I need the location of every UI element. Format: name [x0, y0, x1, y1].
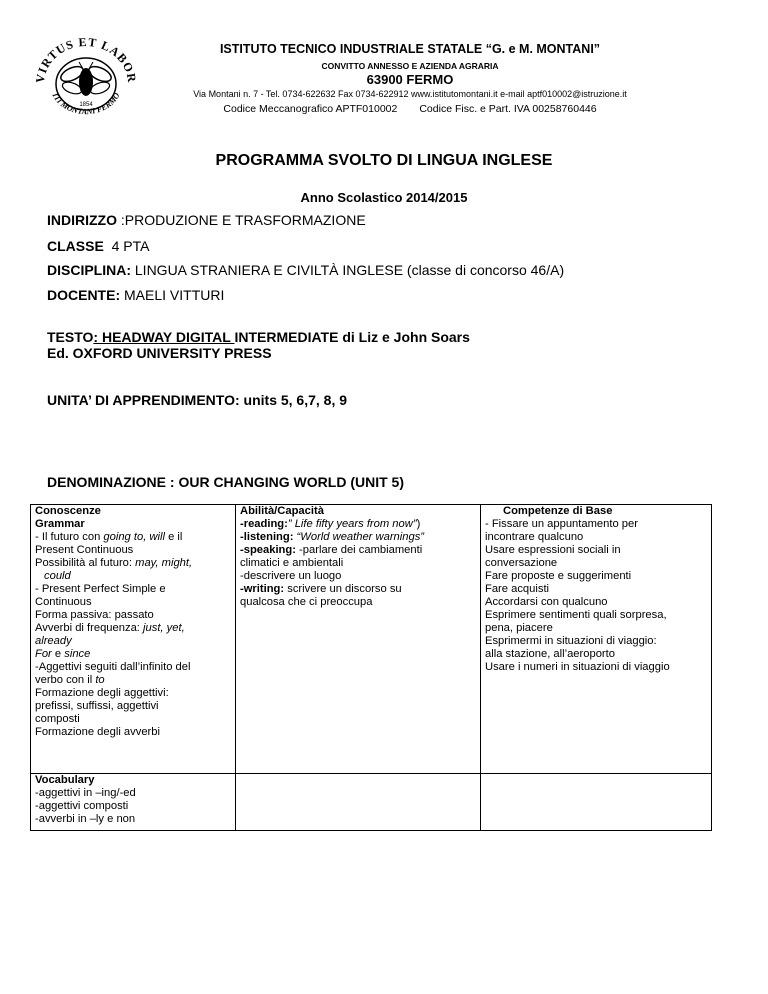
docente-label: DOCENTE:	[47, 287, 121, 303]
list-item: - Present Perfect Simple e	[35, 583, 166, 595]
seal-school-name: ITI MONTANI FERMO	[50, 91, 122, 117]
list-item: - Fissare un appuntamento per	[485, 518, 638, 530]
list-item: Avverbi di frequenza: just, yet,	[35, 622, 185, 634]
list-item: -aggettivi in –ing/-ed	[35, 787, 136, 799]
learning-units: UNITA’ DI APPRENDIMENTO: units 5, 6,7, 8, 9	[47, 392, 348, 408]
institute-codes	[140, 103, 680, 115]
list-item: -speaking: -parlare dei cambiamenti	[240, 544, 423, 556]
mechanographic-code: Codice Meccanografico APTF010002	[223, 103, 398, 115]
list-item: Continuous	[35, 596, 92, 608]
textbook-info	[47, 329, 470, 361]
classe-value: 4 PTA	[103, 238, 150, 254]
table-row	[31, 774, 712, 831]
testo-prefix: TESTO	[47, 329, 94, 345]
empty-cell	[236, 774, 481, 831]
list-item: verbo con il to	[35, 674, 105, 686]
list-item: - Il futuro con going to, will e il	[35, 531, 183, 543]
list-item: -descrivere un luogo	[240, 570, 342, 582]
school-seal-logo	[30, 38, 142, 126]
col2-header: Abilità/Capacità	[240, 505, 324, 517]
col3-header: Competenze di Base	[503, 505, 613, 517]
tax-code: Codice Fisc. e Part. IVA 00258760446	[419, 103, 597, 115]
list-item: Esprimermi in situazioni di viaggio:	[485, 635, 657, 647]
list-item: Formazione degli avverbi	[35, 726, 160, 738]
list-item: Esprimere sentimenti quali sorpresa,	[485, 609, 667, 621]
list-item: -listening: “World weather warnings”	[240, 531, 425, 543]
competenze-cell	[481, 505, 712, 774]
list-item: -Aggettivi seguiti dall’infinito del	[35, 661, 191, 673]
docente-value: MAELI VITTURI	[120, 287, 225, 303]
disciplina-label: DISCIPLINA:	[47, 262, 131, 278]
institute-city: 63900 FERMO	[366, 72, 454, 87]
list-item: incontrare qualcuno	[485, 531, 584, 543]
list-item: -avverbi in –ly e non	[35, 813, 136, 825]
testo-title-underlined: : HEADWAY DIGITAL	[93, 329, 235, 345]
unit-denomination: DENOMINAZIONE : OUR CHANGING WORLD (UNIT 5)	[47, 474, 404, 490]
list-item: Usare i numeri in situazioni di viaggio	[485, 661, 670, 673]
table-row	[31, 505, 712, 774]
list-item: -aggettivi composti	[35, 800, 129, 812]
list-item: could	[44, 570, 71, 582]
list-item: already	[35, 635, 72, 647]
list-item: Possibilità al futuro: may, might,	[35, 557, 193, 569]
list-item: For e since	[35, 648, 91, 660]
indirizzo-label: INDIRIZZO	[47, 212, 117, 228]
list-item: -reading:” Life fifty years from now”)	[240, 518, 421, 530]
list-item: conversazione	[485, 557, 558, 569]
col1-header: Conoscenze	[35, 505, 101, 517]
institute-name: ISTITUTO TECNICO INDUSTRIALE STATALE “G. e M. MONTANI”	[219, 42, 601, 56]
seal-year: 1854	[79, 102, 93, 108]
conoscenze-cell	[31, 505, 236, 774]
list-item: climatici e ambientali	[240, 557, 344, 569]
list-item: Formazione degli aggettivi:	[35, 687, 169, 699]
indirizzo-value: :PRODUZIONE E TRASFORMAZIONE	[117, 212, 366, 228]
vocabulary-cell	[31, 774, 236, 831]
grammar-header: Grammar	[35, 518, 85, 530]
field-docente	[47, 287, 224, 303]
list-item: Accordarsi con qualcuno	[485, 596, 608, 608]
institute-address: Via Montani n. 7 - Tel. 0734-622632 Fax 0734-622912 www.istitutomontani.it e-mail aptf010002@istruzione.it	[193, 89, 627, 99]
field-classe	[47, 238, 149, 254]
list-item: Usare espressioni sociali in	[485, 544, 621, 556]
list-item: Present Continuous	[35, 544, 134, 556]
institute-subtitle: CONVITTO ANNESSO E AZIENDA AGRARIA	[321, 61, 499, 71]
school-year: Anno Scolastico 2014/2015	[300, 190, 468, 205]
list-item: pena, piacere	[485, 622, 553, 634]
list-item: Forma passiva: passato	[35, 609, 154, 621]
field-disciplina	[47, 262, 564, 278]
testo-title-rest: INTERMEDIATE di Liz e John Soars	[234, 329, 470, 345]
abilita-cell	[236, 505, 481, 774]
list-item: qualcosa che ci preoccupa	[240, 596, 373, 608]
list-item: composti	[35, 713, 80, 725]
program-table	[30, 504, 712, 831]
bee-icon	[59, 62, 114, 96]
vocabulary-header: Vocabulary	[35, 774, 95, 786]
list-item: -writing: scrivere un discorso su	[240, 583, 402, 595]
list-item: Fare acquisti	[485, 583, 550, 595]
classe-label: CLASSE	[47, 238, 104, 254]
list-item: Fare proposte e suggerimenti	[485, 570, 632, 582]
seal-motto: VIRTUS ET LABOR	[32, 38, 140, 84]
field-indirizzo	[47, 212, 366, 228]
list-item: alla stazione, all’aeroporto	[485, 648, 615, 660]
list-item: prefissi, suffissi, aggettivi	[35, 700, 159, 712]
document-title: PROGRAMMA SVOLTO DI LINGUA INGLESE	[215, 152, 553, 169]
empty-cell	[481, 774, 712, 831]
testo-publisher: Ed. OXFORD UNIVERSITY PRESS	[47, 345, 272, 361]
disciplina-value: LINGUA STRANIERA E CIVILTÀ INGLESE (classe di concorso 46/A)	[131, 262, 565, 278]
